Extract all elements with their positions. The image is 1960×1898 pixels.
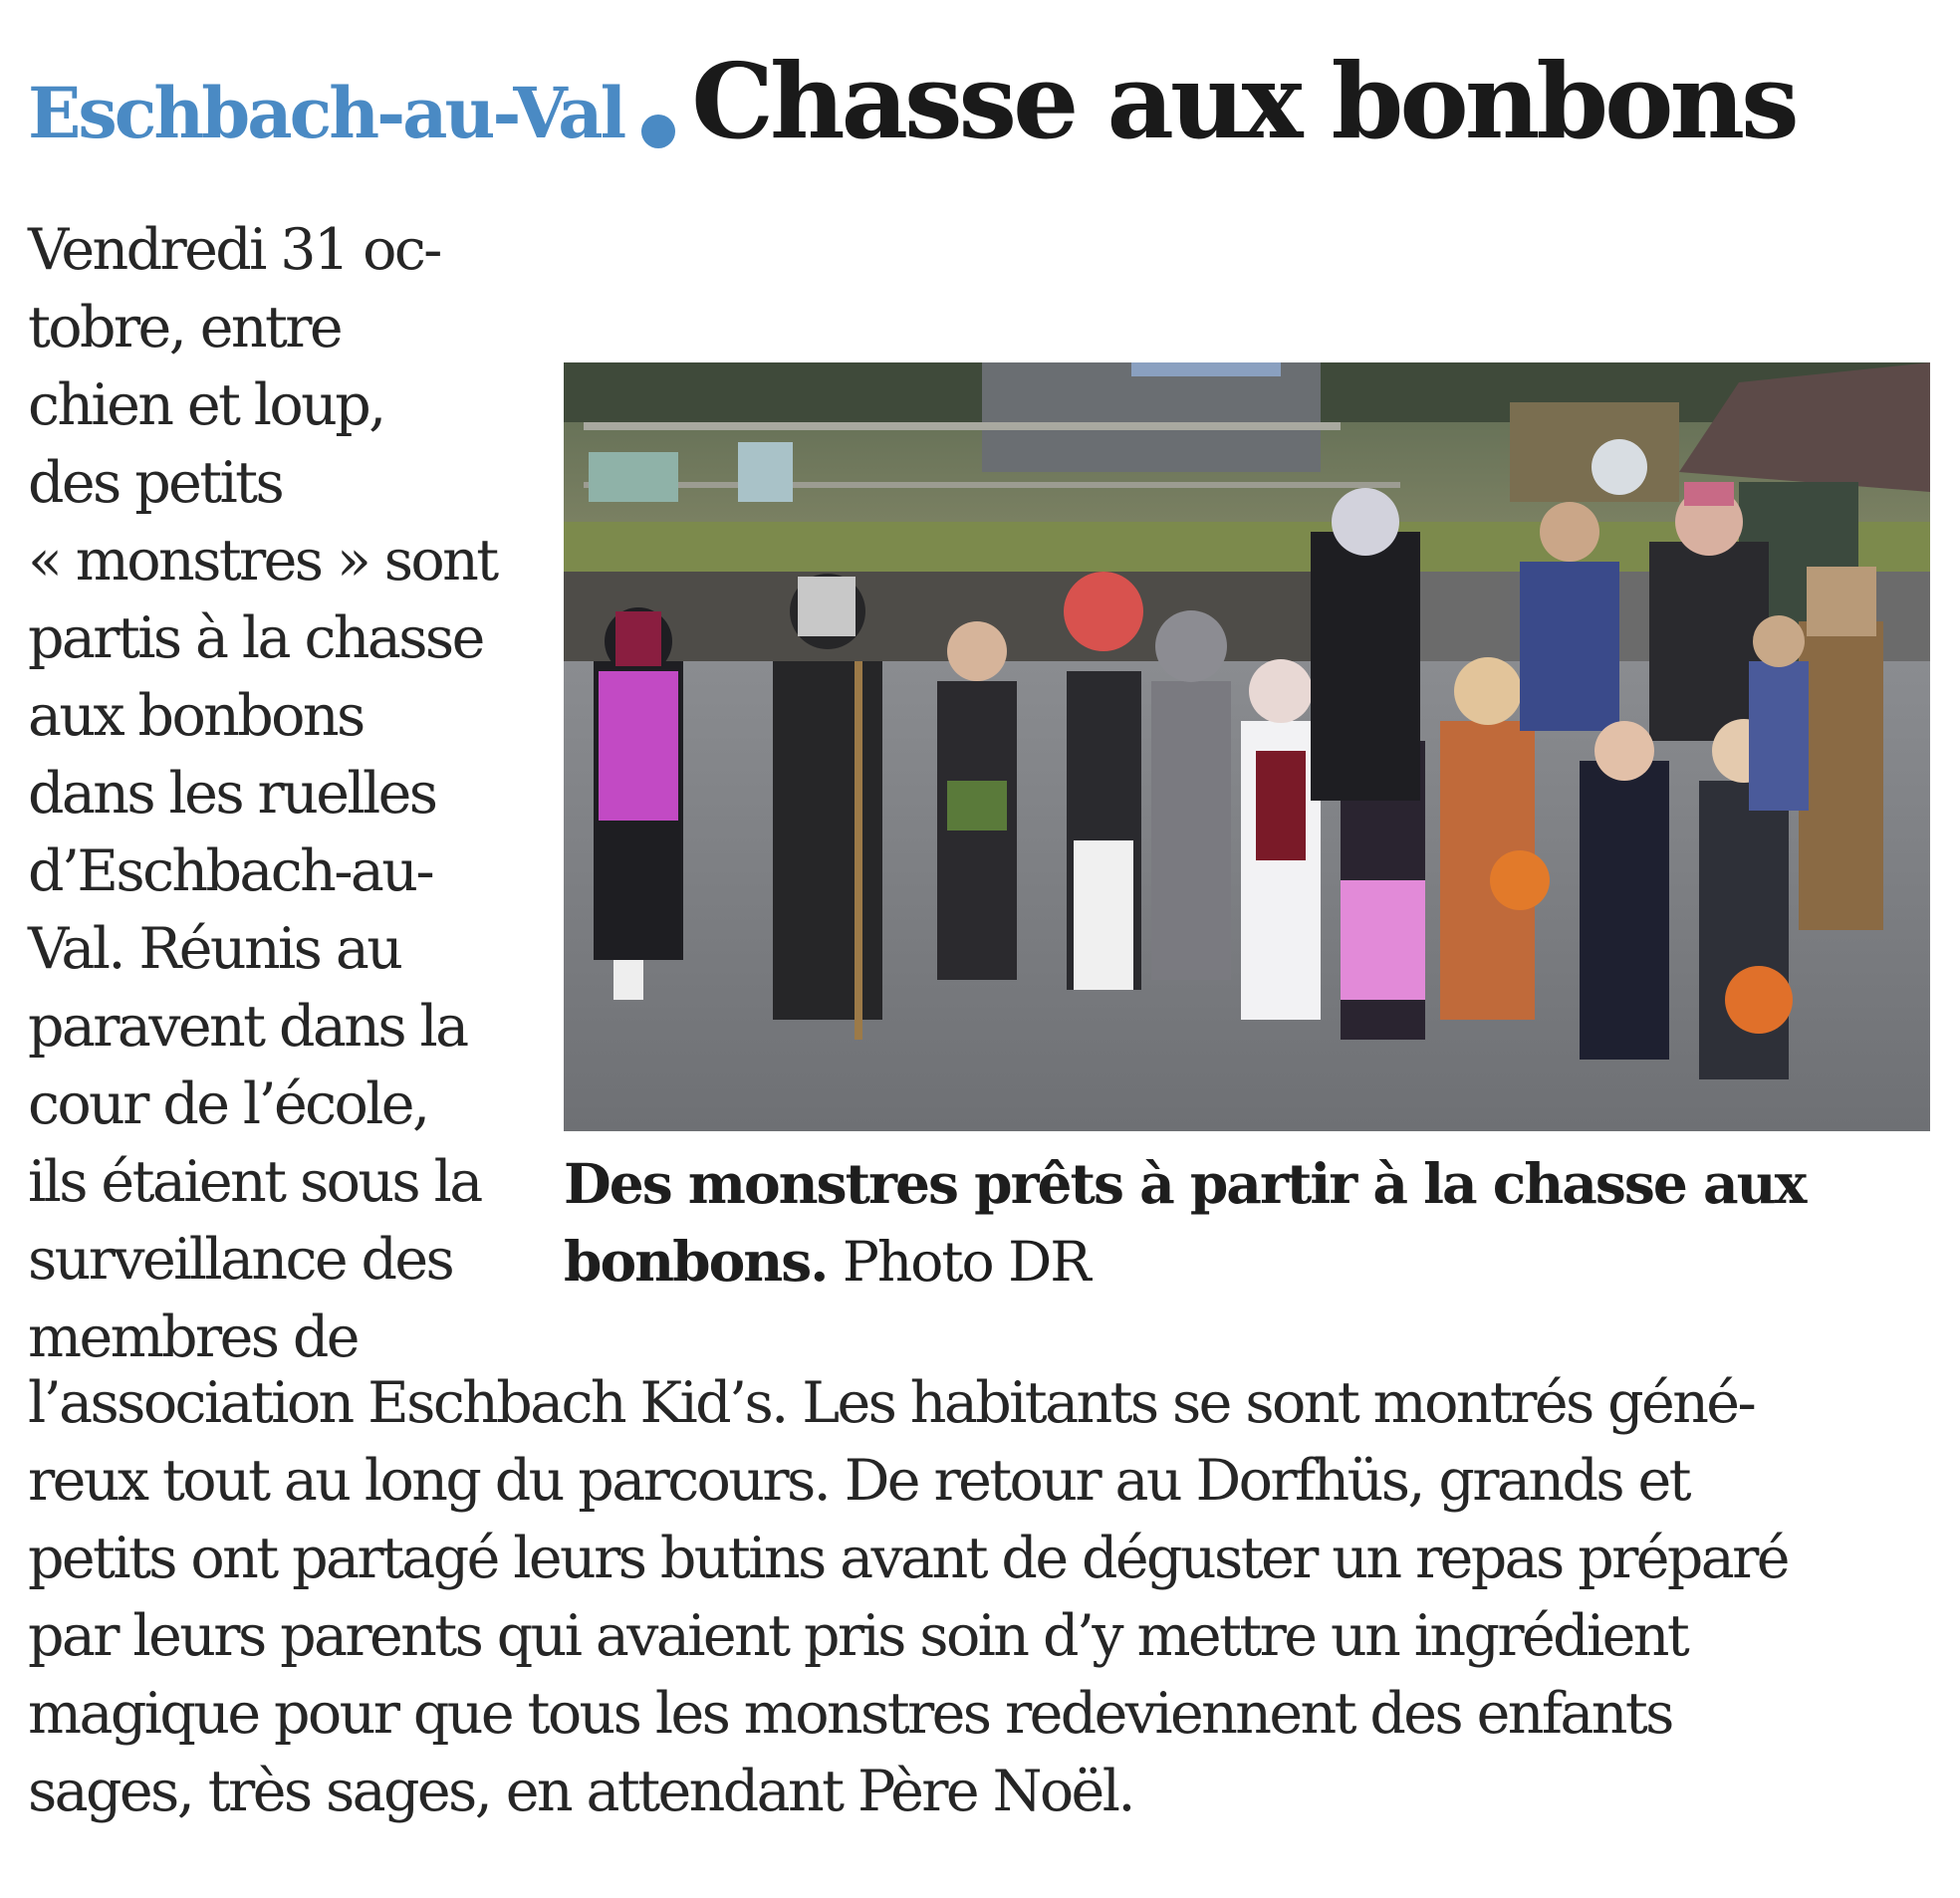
body-line: cour de l’école,: [28, 1071, 428, 1137]
body-line: reux tout au long du parcours. De retour au Dorfhüs, grands et: [28, 1448, 1689, 1514]
body-line: Val. Réunis au: [28, 916, 401, 982]
body-line: membres de: [28, 1305, 358, 1370]
article-photo: [564, 362, 1930, 1131]
body-line: petits ont partagé leurs butins avant de déguster un repas préparé: [28, 1526, 1788, 1591]
photo-caption: [564, 1145, 1930, 1301]
body-line: paravent dans la: [28, 994, 467, 1060]
body-line: aux bonbons: [28, 683, 364, 749]
article-title: Chasse aux bonbons: [691, 40, 1796, 162]
body-line: magique pour que tous les monstres redeviennent des enfants: [28, 1681, 1672, 1747]
body-line: l’association Eschbach Kid’s. Les habitants se sont montrés géné-: [28, 1370, 1755, 1436]
article: [28, 0, 1932, 1898]
bullet-dot-icon: [641, 115, 675, 148]
body-line: tobre, entre: [28, 295, 342, 360]
article-body-column: [28, 211, 536, 1376]
headline: [28, 40, 1796, 162]
caption-line: bonbons.: [564, 1229, 828, 1294]
body-line: « monstres » sont: [28, 528, 497, 593]
photo-credit: Photo DR: [842, 1230, 1090, 1294]
body-line: chien et loup,: [28, 372, 384, 438]
body-line: des petits: [28, 450, 283, 516]
body-line: par leurs parents qui avaient pris soin d’y mettre un ingrédient: [28, 1603, 1688, 1669]
location-kicker: Eschbach-au-Val: [28, 72, 624, 154]
body-line: ils étaient sous la: [28, 1149, 481, 1215]
body-line: d’Eschbach-au-: [28, 838, 433, 904]
body-line: partis à la chasse: [28, 605, 483, 671]
halloween-group-photo: [564, 362, 1930, 1131]
body-line: surveillance des: [28, 1227, 453, 1293]
caption-line: Des monstres prêts à partir à la chasse aux: [564, 1151, 1806, 1216]
article-body-full: [28, 1364, 1920, 1830]
body-line: dans les ruelles: [28, 761, 436, 827]
body-line: sages, très sages, en attendant Père Noël.: [28, 1759, 1133, 1824]
body-line: Vendredi 31 oc-: [28, 217, 440, 283]
